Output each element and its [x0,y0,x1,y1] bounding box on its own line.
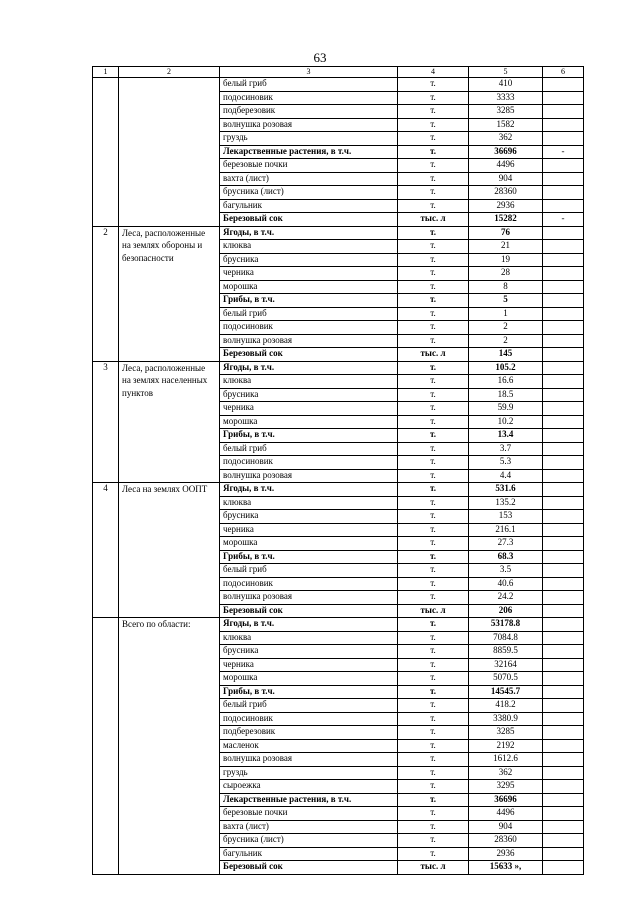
header-col-6: 6 [543,67,584,78]
resource-name: Ягоды, в т.ч. [220,618,398,632]
unit: т. [398,132,469,146]
note [543,334,584,348]
unit: т. [398,712,469,726]
unit: т. [398,537,469,551]
value: 16.6 [469,375,543,389]
unit: т. [398,267,469,281]
value: 4496 [469,807,543,821]
note [543,267,584,281]
resource-name: морошка [220,415,398,429]
resource-name: Ягоды, в т.ч. [220,483,398,497]
value: 2936 [469,847,543,861]
note [543,699,584,713]
resource-name: Грибы, в т.ч. [220,429,398,443]
note [543,726,584,740]
table-row [93,78,584,92]
value: 68.3 [469,550,543,564]
unit: т. [398,672,469,686]
note [543,483,584,497]
resource-name: брусника [220,645,398,659]
unit: т. [398,766,469,780]
unit: т. [398,78,469,92]
table-row [93,618,584,632]
group-name: Леса, расположенные на землях населенных пунктов [119,361,220,483]
value: 10.2 [469,415,543,429]
resource-name: березовые почки [220,159,398,173]
note [543,510,584,524]
resource-name: Березовый сок [220,348,398,362]
value: 40.6 [469,577,543,591]
note [543,294,584,308]
page-number: 63 [313,50,327,65]
value: 410 [469,78,543,92]
note [543,172,584,186]
resource-name: волнушка розовая [220,469,398,483]
resource-name: Березовый сок [220,861,398,875]
resource-name: волнушка розовая [220,118,398,132]
unit: т. [398,496,469,510]
unit: т. [398,618,469,632]
resource-name: брусника [220,253,398,267]
note: - [543,145,584,159]
unit: т. [398,375,469,389]
value: 105.2 [469,361,543,375]
resource-name: вахта (лист) [220,172,398,186]
resource-name: Грибы, в т.ч. [220,550,398,564]
value: 18.5 [469,388,543,402]
note [543,388,584,402]
value: 3295 [469,780,543,794]
note [543,91,584,105]
resource-name: Лекарственные растения, в т.ч. [220,145,398,159]
value: 145 [469,348,543,362]
note [543,618,584,632]
unit: т. [398,631,469,645]
note [543,685,584,699]
value: 3285 [469,726,543,740]
unit: т. [398,91,469,105]
note [543,712,584,726]
unit: т. [398,550,469,564]
note [543,375,584,389]
note [543,442,584,456]
unit: т. [398,105,469,119]
unit: т. [398,145,469,159]
resource-name: брусника [220,388,398,402]
unit: тыс. л [398,861,469,875]
value: 5.3 [469,456,543,470]
unit: т. [398,334,469,348]
note [543,577,584,591]
note [543,253,584,267]
value: 36696 [469,145,543,159]
value: 4.4 [469,469,543,483]
unit: т. [398,739,469,753]
resource-name: подосиновик [220,577,398,591]
resource-name: масленок [220,739,398,753]
value: 3380.9 [469,712,543,726]
table-row [93,483,584,497]
group-name: Леса на землях ООПТ [119,483,220,618]
group-number: 3 [93,361,119,483]
unit: т. [398,834,469,848]
resource-name: Березовый сок [220,213,398,227]
resource-name: черника [220,402,398,416]
note [543,132,584,146]
note [543,456,584,470]
unit: т. [398,456,469,470]
value: 135.2 [469,496,543,510]
unit: т. [398,280,469,294]
note [543,793,584,807]
value: 8 [469,280,543,294]
unit: т. [398,388,469,402]
note [543,105,584,119]
unit: т. [398,523,469,537]
resource-name: белый гриб [220,78,398,92]
resource-name: березовые почки [220,807,398,821]
unit: т. [398,793,469,807]
note [543,348,584,362]
resource-name: черника [220,523,398,537]
header-col-2: 2 [119,67,220,78]
note [543,739,584,753]
unit: т. [398,240,469,254]
resource-name: подосиновик [220,456,398,470]
header-col-5: 5 [469,67,543,78]
resource-name: белый гриб [220,564,398,578]
unit: тыс. л [398,348,469,362]
resource-name: брусника [220,510,398,524]
value: 5 [469,294,543,308]
unit: т. [398,172,469,186]
note: - [543,213,584,227]
value: 1612.6 [469,753,543,767]
resource-name: Ягоды, в т.ч. [220,226,398,240]
note [543,523,584,537]
resource-name: багульник [220,847,398,861]
note [543,861,584,875]
forest-resources-table [92,66,584,875]
note [543,280,584,294]
unit: т. [398,118,469,132]
unit: т. [398,199,469,213]
header-col-4: 4 [398,67,469,78]
resource-name: клюква [220,240,398,254]
resource-name: брусника (лист) [220,186,398,200]
note [543,429,584,443]
value: 904 [469,820,543,834]
resource-name: волнушка розовая [220,334,398,348]
resource-name: вахта (лист) [220,820,398,834]
unit: т. [398,226,469,240]
value: 1 [469,307,543,321]
note [543,415,584,429]
note [543,321,584,335]
resource-name: белый гриб [220,699,398,713]
unit: т. [398,753,469,767]
table-row [93,361,584,375]
resource-name: Березовый сок [220,604,398,618]
unit: т. [398,307,469,321]
note [543,118,584,132]
table-row [93,226,584,240]
note [543,469,584,483]
note [543,537,584,551]
resource-name: морошка [220,280,398,294]
note [543,307,584,321]
resource-name: багульник [220,199,398,213]
unit: т. [398,469,469,483]
resource-name: подосиновик [220,91,398,105]
column-number-header [93,67,584,78]
value: 3333 [469,91,543,105]
value: 15633 », [469,861,543,875]
unit: т. [398,726,469,740]
resource-name: клюква [220,375,398,389]
unit: т. [398,402,469,416]
note [543,361,584,375]
note [543,226,584,240]
unit: т. [398,253,469,267]
resource-name: Лекарственные растения, в т.ч. [220,793,398,807]
value: 2 [469,334,543,348]
value: 59.9 [469,402,543,416]
group-name: Всего по области: [119,618,220,875]
value: 904 [469,172,543,186]
value: 216.1 [469,523,543,537]
resource-name: груздь [220,766,398,780]
note [543,186,584,200]
resource-name: подосиновик [220,321,398,335]
group-number [93,78,119,227]
value: 36696 [469,793,543,807]
value: 8859.5 [469,645,543,659]
value: 28360 [469,186,543,200]
value: 15282 [469,213,543,227]
unit: т. [398,159,469,173]
resource-name: морошка [220,672,398,686]
value: 19 [469,253,543,267]
value: 28360 [469,834,543,848]
note [543,780,584,794]
value: 53178.8 [469,618,543,632]
unit: т. [398,807,469,821]
resource-name: Грибы, в т.ч. [220,294,398,308]
unit: т. [398,186,469,200]
resource-name: брусника (лист) [220,834,398,848]
value: 3.7 [469,442,543,456]
unit: т. [398,564,469,578]
unit: тыс. л [398,213,469,227]
value: 76 [469,226,543,240]
resource-name: белый гриб [220,442,398,456]
header-col-3: 3 [220,67,398,78]
resource-name: белый гриб [220,307,398,321]
unit: т. [398,577,469,591]
group-name: Леса, расположенные на землях обороны и безопасности [119,226,220,361]
resource-name: волнушка розовая [220,591,398,605]
note [543,604,584,618]
unit: т. [398,429,469,443]
resource-name: сыроежка [220,780,398,794]
note [543,820,584,834]
note [543,753,584,767]
value: 13.4 [469,429,543,443]
unit: т. [398,820,469,834]
group-number: 2 [93,226,119,361]
group-number: 4 [93,483,119,618]
unit: т. [398,483,469,497]
value: 14545.7 [469,685,543,699]
unit: т. [398,645,469,659]
unit: т. [398,510,469,524]
value: 28 [469,267,543,281]
note [543,78,584,92]
value: 362 [469,766,543,780]
value: 2936 [469,199,543,213]
value: 153 [469,510,543,524]
note [543,807,584,821]
value: 531.6 [469,483,543,497]
note [543,847,584,861]
value: 418.2 [469,699,543,713]
value: 206 [469,604,543,618]
note [543,402,584,416]
note [543,658,584,672]
resource-name: груздь [220,132,398,146]
note [543,240,584,254]
note [543,672,584,686]
note [543,834,584,848]
value: 3.5 [469,564,543,578]
unit: т. [398,442,469,456]
resource-name: черника [220,658,398,672]
resource-name: подосиновик [220,712,398,726]
resource-name: Грибы, в т.ч. [220,685,398,699]
unit: т. [398,415,469,429]
note [543,766,584,780]
note [543,159,584,173]
value: 1582 [469,118,543,132]
resource-name: черника [220,267,398,281]
value: 2192 [469,739,543,753]
note [543,631,584,645]
header-col-1: 1 [93,67,119,78]
unit: т. [398,658,469,672]
unit: т. [398,361,469,375]
unit: т. [398,847,469,861]
resource-name: клюква [220,496,398,510]
value: 5070.5 [469,672,543,686]
resource-name: Ягоды, в т.ч. [220,361,398,375]
value: 32164 [469,658,543,672]
value: 24.2 [469,591,543,605]
value: 7084.8 [469,631,543,645]
unit: т. [398,591,469,605]
unit: тыс. л [398,604,469,618]
group-name [119,78,220,227]
value: 2 [469,321,543,335]
unit: т. [398,685,469,699]
value: 362 [469,132,543,146]
note [543,550,584,564]
value: 3285 [469,105,543,119]
unit: т. [398,699,469,713]
value: 4496 [469,159,543,173]
note [543,591,584,605]
unit: т. [398,294,469,308]
unit: т. [398,321,469,335]
resource-name: морошка [220,537,398,551]
note [543,199,584,213]
resource-name: клюква [220,631,398,645]
value: 21 [469,240,543,254]
group-number [93,618,119,875]
value: 27.3 [469,537,543,551]
note [543,496,584,510]
note [543,645,584,659]
resource-name: подберезовик [220,726,398,740]
resource-name: подберезовик [220,105,398,119]
resource-name: волнушка розовая [220,753,398,767]
unit: т. [398,780,469,794]
note [543,564,584,578]
